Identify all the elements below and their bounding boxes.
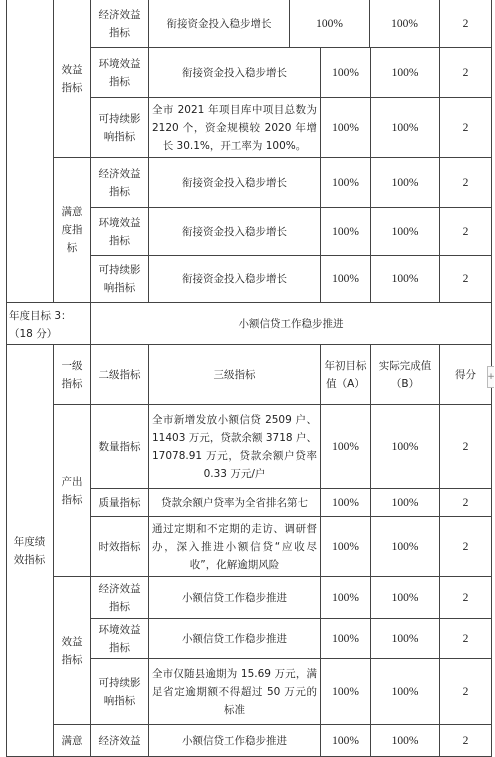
score-cell: 2 bbox=[440, 659, 492, 725]
score-cell: 2 bbox=[440, 256, 492, 303]
header-l2-cell bbox=[91, 345, 149, 405]
l1-satisfaction-label: 满意度指标 bbox=[61, 206, 83, 254]
l3-cell: 衔接资金投入稳步增长 bbox=[149, 256, 321, 303]
header-score: 得分 bbox=[455, 368, 476, 381]
actual-cell: 100% bbox=[371, 208, 440, 256]
l3-cell: 小额信贷工作稳步推进 bbox=[149, 619, 321, 659]
l1-satisfaction-cell bbox=[54, 158, 91, 303]
header-l1: 一级指标 bbox=[61, 359, 83, 390]
actual-cell: 100% bbox=[371, 659, 440, 725]
target-cell: 100% bbox=[321, 405, 371, 489]
actual-cell: 100% bbox=[371, 517, 440, 577]
actual-cell: 100% bbox=[371, 256, 440, 303]
score-cell: 2 bbox=[440, 725, 492, 757]
header-actual-cell bbox=[371, 345, 440, 405]
l2-cell: 经济效益指标 bbox=[91, 158, 149, 208]
goal3-text: 小额信贷工作稳步推进 bbox=[238, 317, 344, 330]
blank-group-cell bbox=[6, 0, 54, 303]
l3-cell: 衔接资金投入稳步增长 bbox=[149, 0, 290, 48]
target-cell: 100% bbox=[321, 48, 371, 98]
actual-cell: 100% bbox=[371, 577, 440, 619]
actual-cell: 100% bbox=[371, 158, 440, 208]
l3-cell: 全市 2021 年项目库中项目总数为 2120 个，资金规模较 2020 年增长 30.1%，开工率为 100%。 bbox=[149, 98, 321, 158]
l3-cell: 衔接资金投入稳步增长 bbox=[149, 208, 321, 256]
annual-indicator-group-label: 年度绩效指标 bbox=[13, 535, 46, 566]
header-l3-cell bbox=[149, 345, 321, 405]
header-score-cell bbox=[440, 345, 492, 405]
l3-cell: 通过定期和不定期的走访、调研督办，深入推进小额信贷“应收尽收”，化解逾期风险 bbox=[149, 517, 321, 577]
score-cell: 2 bbox=[440, 0, 492, 48]
target-cell: 100% bbox=[321, 619, 371, 659]
l2-cell: 环境效益指标 bbox=[91, 619, 149, 659]
l1-satisfaction-label: 满意 bbox=[61, 734, 83, 747]
l3-cell: 全市仅随县逾期为 15.69 万元，满足省定逾期额不得超过 50 万元的标准 bbox=[149, 659, 321, 725]
header-l3: 三级指标 bbox=[213, 368, 256, 381]
score-cell: 2 bbox=[440, 208, 492, 256]
l3-cell: 全市新增发放小额信贷 2509 户、11403 万元，贷款余额 3718 户、17078.91 万元，贷款余额户贷率 0.33 万元/户 bbox=[149, 405, 321, 489]
header-actual: 实际完成值（B） bbox=[378, 359, 432, 390]
l2-cell: 质量指标 bbox=[91, 489, 149, 517]
score-cell: 2 bbox=[440, 489, 492, 517]
actual-cell: 100% bbox=[371, 98, 440, 158]
goal3-text-cell bbox=[91, 303, 492, 345]
header-target: 年初目标值（A） bbox=[324, 359, 367, 390]
l3-cell: 小额信贷工作稳步推进 bbox=[149, 725, 321, 757]
actual-cell: 100% bbox=[371, 489, 440, 517]
header-l2: 二级指标 bbox=[98, 368, 141, 381]
header-target-cell bbox=[321, 345, 371, 405]
target-cell: 100% bbox=[321, 208, 371, 256]
l2-cell: 经济效益指标 bbox=[91, 577, 149, 619]
l2-cell: 经济效益 bbox=[91, 725, 149, 757]
header-l1-cell bbox=[54, 345, 91, 405]
score-cell: 2 bbox=[440, 98, 492, 158]
l1-output-cell bbox=[54, 405, 91, 577]
score-cell: 2 bbox=[440, 517, 492, 577]
l2-cell: 经济效益指标 bbox=[91, 0, 149, 48]
l2-cell: 环境效益指标 bbox=[91, 48, 149, 98]
score-cell: 2 bbox=[440, 619, 492, 659]
l2-cell: 时效指标 bbox=[91, 517, 149, 577]
target-cell: 100% bbox=[321, 517, 371, 577]
table-move-handle[interactable] bbox=[487, 366, 494, 388]
actual-cell: 100% bbox=[371, 725, 440, 757]
target-cell: 100% bbox=[321, 725, 371, 757]
l3-cell: 衔接资金投入稳步增长 bbox=[149, 158, 321, 208]
score-cell: 2 bbox=[440, 48, 492, 98]
target-cell: 100% bbox=[321, 256, 371, 303]
target-cell: 100% bbox=[290, 0, 370, 48]
score-cell: 2 bbox=[440, 405, 492, 489]
actual-cell: 100% bbox=[371, 405, 440, 489]
annual-indicator-group-cell bbox=[6, 345, 54, 757]
l1-benefit-label: 效益指标 bbox=[61, 635, 83, 666]
actual-cell: 100% bbox=[370, 0, 440, 48]
target-cell: 100% bbox=[321, 98, 371, 158]
l3-cell: 衔接资金投入稳步增长 bbox=[149, 48, 321, 98]
l2-cell: 环境效益指标 bbox=[91, 208, 149, 256]
target-cell: 100% bbox=[321, 659, 371, 725]
l1-benefit-cell bbox=[54, 577, 91, 725]
l1-benefit-label: 效益指标 bbox=[61, 63, 83, 94]
plus-icon: + bbox=[487, 372, 495, 382]
actual-cell: 100% bbox=[371, 619, 440, 659]
actual-cell: 100% bbox=[371, 48, 440, 98]
l1-output-label: 产出指标 bbox=[61, 475, 83, 506]
goal3-label: 年度目标 3：（18 分） bbox=[9, 310, 72, 340]
l2-cell: 可持续影响指标 bbox=[91, 98, 149, 158]
target-cell: 100% bbox=[321, 489, 371, 517]
l1-benefit-cell bbox=[54, 0, 91, 158]
target-cell: 100% bbox=[321, 577, 371, 619]
l2-cell: 数量指标 bbox=[91, 405, 149, 489]
target-cell: 100% bbox=[321, 158, 371, 208]
l3-cell: 贷款余额户贷率为全省排名第七 bbox=[149, 489, 321, 517]
score-cell: 2 bbox=[440, 577, 492, 619]
l2-cell: 可持续影响指标 bbox=[91, 659, 149, 725]
l2-cell: 可持续影响指标 bbox=[91, 256, 149, 303]
score-cell: 2 bbox=[440, 158, 492, 208]
l1-satisfaction-cell bbox=[54, 725, 91, 757]
goal3-label-cell bbox=[6, 303, 91, 345]
l3-cell: 小额信贷工作稳步推进 bbox=[149, 577, 321, 619]
